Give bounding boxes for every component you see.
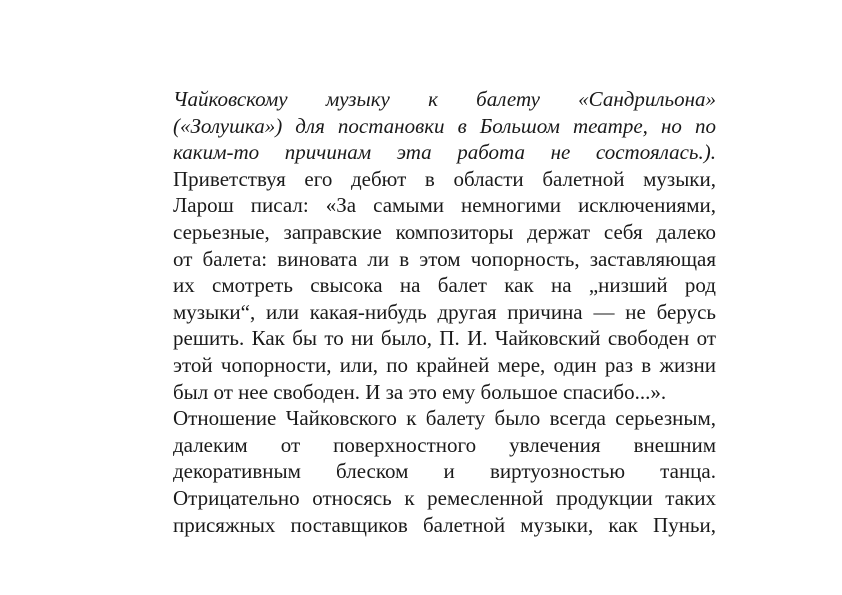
text-line: присяжных поставщиков балетной музыки, как Пуньи, [173, 512, 716, 537]
text-line: Приветствуя его дебют в области балетной музыки, [173, 166, 716, 191]
text-line: Чайковскому музыку к балету «Сандрильона» [173, 87, 716, 111]
body-text [173, 86, 716, 538]
text-line: Ларош писал: «За самыми немногими исключениями, [173, 193, 716, 218]
text-line: Отрицательно относясь к ремесленной продукции таких [173, 485, 716, 510]
text-line: далеким от поверхностного увлечения внешним [173, 432, 716, 457]
text-line: музыки“, или какая-нибудь другая причина — не берусь [173, 299, 716, 324]
text-line: их смотреть свысока на балет как на „низший род [173, 273, 716, 298]
text-line: серьезные, заправские композиторы держат себя далеко [173, 219, 716, 244]
text-line: был от нее свободен. И за это ему большое спасибо...». [173, 379, 667, 404]
text-line: от балета: виновата ли в этом чопорность, заставляющая [173, 246, 716, 271]
text-line: («Золушка») для постановки в Большом театре, но по [173, 113, 716, 138]
text-line: Отношение Чайковского к балету было всегда серьезным, [173, 406, 716, 431]
text-line: декоративным блеском и виртуозностью танца. [173, 459, 716, 484]
text-line: решить. Как бы то ни было, П. И. Чайковский свободен от [173, 326, 716, 351]
text-line: каким-то причинам эта работа не состоялась.). [173, 140, 716, 165]
text-line: этой чопорности, или, по крайней мере, один раз в жизни [173, 352, 716, 377]
